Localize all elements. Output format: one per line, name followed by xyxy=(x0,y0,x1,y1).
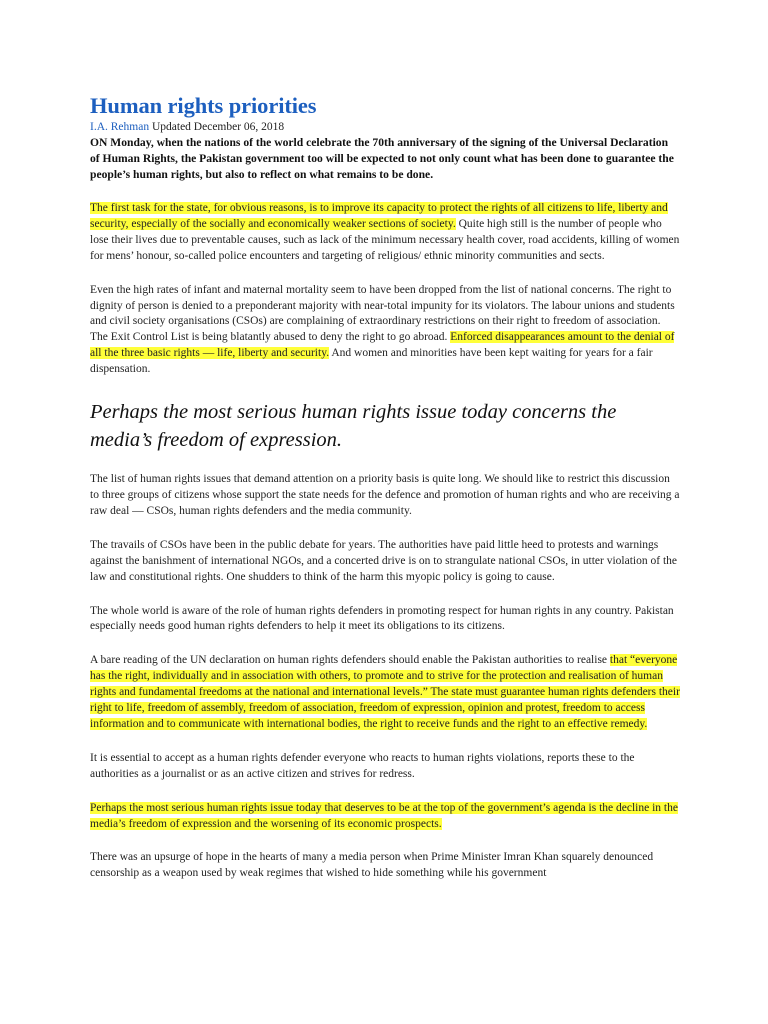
highlight-3: that “everyone has the right, individually and in association with others, to promote and to strive for the protection and realisation of human rights and fundamental freedoms at the national and international levels.” The state must guarantee human rights defenders their right to life, freedom of assembly, freedom of association, freedom of expression, opinion and protest, freedom to access information and to communicate with international bodies, the right to receive funds and the right to an effective remedy. xyxy=(90,654,680,730)
paragraph-1 xyxy=(90,201,680,265)
paragraph-7: It is essential to accept as a human rights defender everyone who reacts to human rights violations, reports these to the authorities as a journalist or as an active citizen and strives for redress. xyxy=(90,751,635,780)
article xyxy=(90,92,680,882)
article-title: Human rights priorities xyxy=(90,93,317,118)
paragraph-3: The list of human rights issues that demand attention on a priority basis is quite long. We should like to restrict this discussion to three groups of citizens whose support the state needs for the defence and promotion of human rights and who are receiving a raw deal — CSOs, human rights defenders and the media community. xyxy=(90,473,680,517)
pull-quote: Perhaps the most serious human rights issue today concerns the media’s freedom of expression. xyxy=(90,401,617,452)
paragraph-5: The whole world is aware of the role of human rights defenders in promoting respect for human rights in any country. Pakistan especially needs good human rights defenders to help it meet its obligations to its citizens. xyxy=(90,604,674,633)
paragraph-2-text-end: And women and minorities have been kept waiting for years for a fair dispensation. xyxy=(90,347,653,376)
paragraph-6 xyxy=(90,653,680,733)
author-link[interactable]: I.A. Rehman xyxy=(90,121,150,133)
article-lede: ON Monday, when the nations of the world celebrate the 70th anniversary of the signing of the Universal Declaration of Human Rights, the Pakistan government too will be expected to not only count what has been done to guarantee the people’s human rights, but also to reflect on what remains to be done. xyxy=(90,136,674,181)
paragraph-9: There was an upsurge of hope in the hearts of many a media person when Prime Minister Imran Khan squarely denounced censorship as a weapon used by weak regimes that wished to hide something while his government xyxy=(90,851,654,880)
paragraph-2-text-start: Even the high rates of infant and maternal mortality seem to have been dropped from the list of national concerns. The right to dignity of person is denied to a preponderant majority with near-total impunity for its violators. The labour unions and students and civil society organisations (CSOs) are complaining of extraordinary restrictions on their right to freedom of association. The Exit Control List is being blatantly abused to deny the right to go abroad. xyxy=(90,283,675,344)
updated-date: Updated December 06, 2018 xyxy=(149,121,285,133)
paragraph-4: The travails of CSOs have been in the public debate for years. The authorities have paid little heed to protests and warnings against the banishment of international NGOs, and a concerted drive is on to strangulate national CSOs, in utter violation of the law and constitutional rights. One shudders to think of the harm this myopic policy is going to cause. xyxy=(90,538,677,583)
highlight-1: The first task for the state, for obvious reasons, is to improve its capacity to protect the rights of all citizens to life, liberty and security, especially of the socially and economically weaker sections of society. xyxy=(90,202,668,230)
paragraph-6-text: A bare reading of the UN declaration on human rights defenders should enable the Pakistan authorities to realise xyxy=(90,654,610,667)
paragraph-1-text: Quite high still is the number of people who lose their lives due to preventable causes, such as lack of the minimum necessary health cover, road accidents, killing of women for mens’ honour, so-called police encounters and targeting of religious/ ethnic minority communities and sects. xyxy=(90,217,680,262)
byline xyxy=(90,121,680,134)
paragraph-2 xyxy=(90,283,680,378)
highlight-2: Enforced disappearances amount to the denial of all the three basic rights — life, liberty and security. xyxy=(90,331,675,360)
paragraph-8 xyxy=(90,801,680,833)
highlight-4: Perhaps the most serious human rights issue today that deserves to be at the top of the government’s agenda is the decline in the media’s freedom of expression and the worsening of its economic prospects. xyxy=(90,801,678,830)
